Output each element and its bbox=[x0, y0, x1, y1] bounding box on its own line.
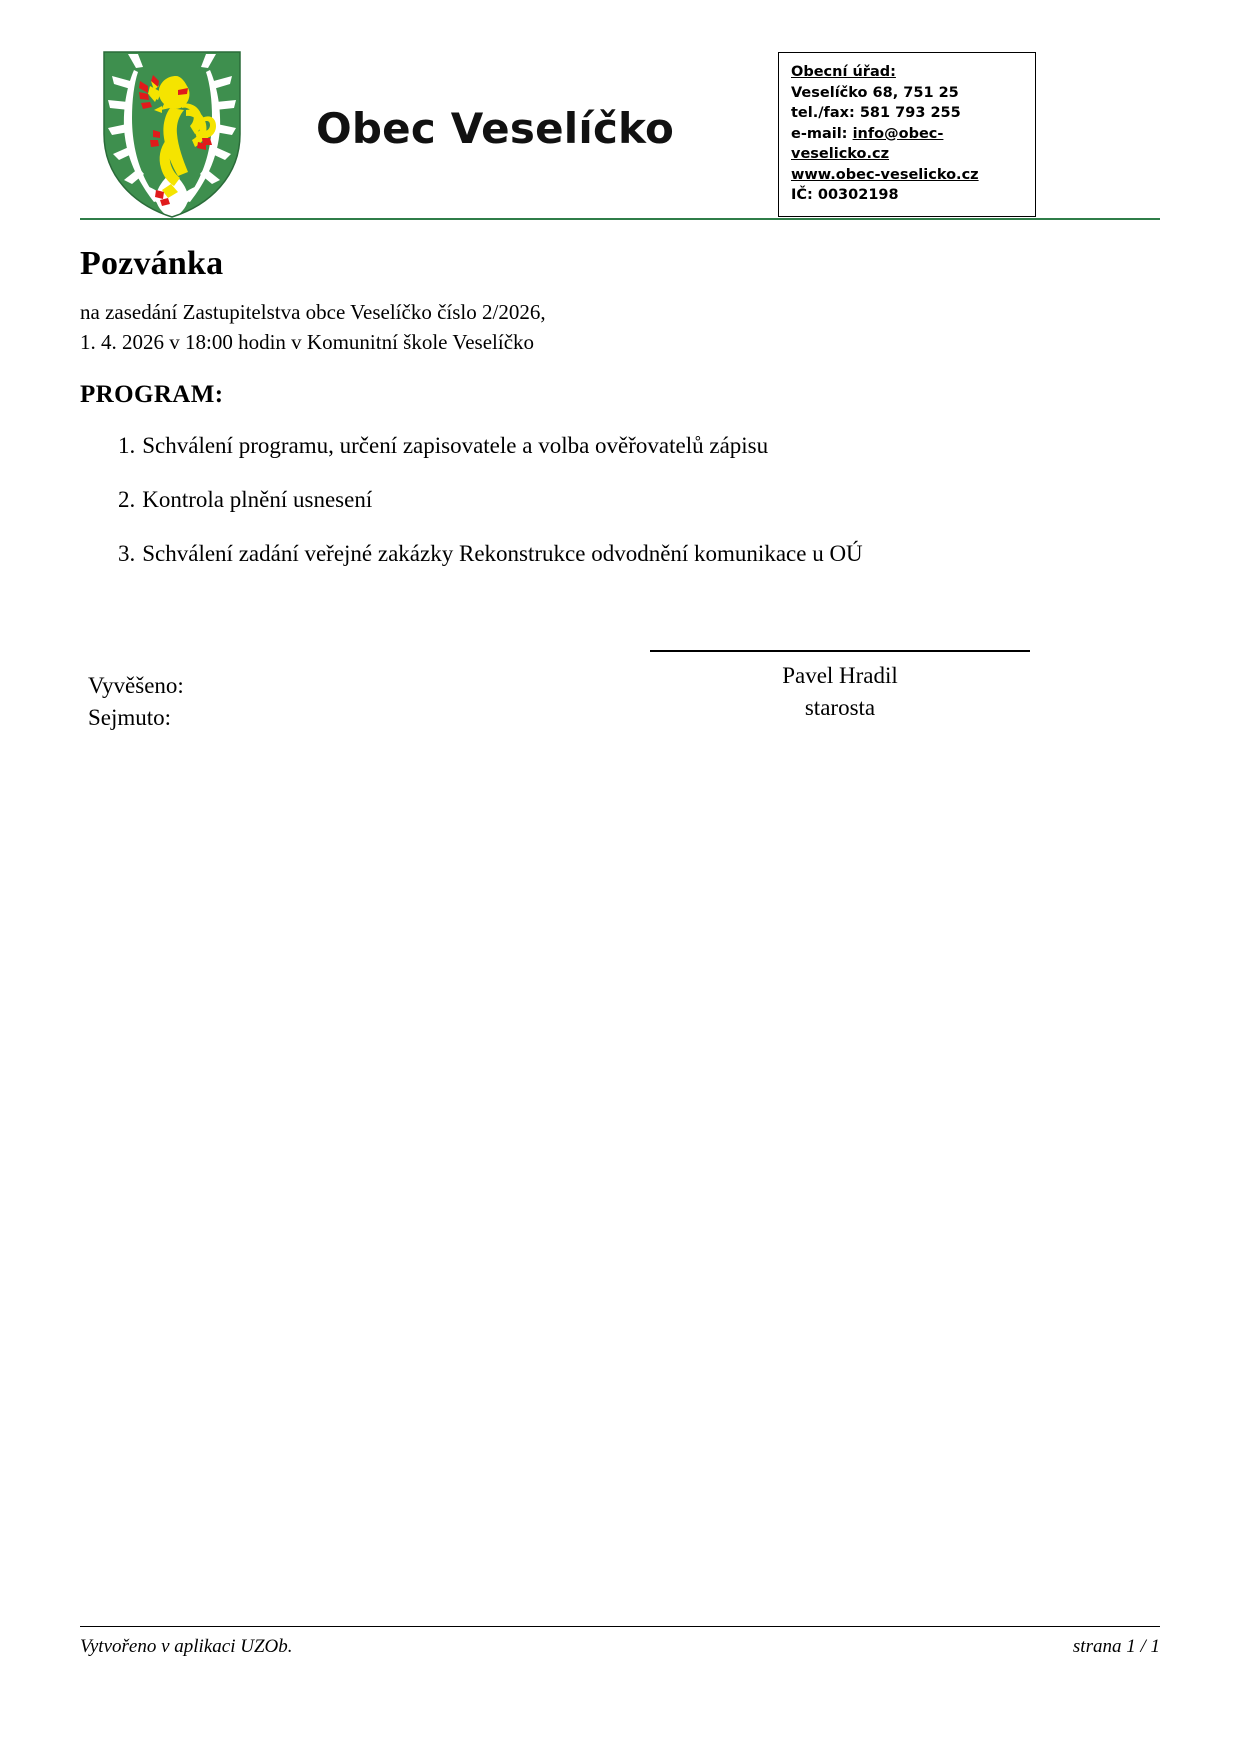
contact-ic: IČ: 00302198 bbox=[791, 187, 899, 204]
subtitle-line-1: na zasedání Zastupitelstva obce Veselíčko číslo 2/2026, bbox=[80, 300, 546, 324]
program-item bbox=[118, 486, 1078, 515]
contact-website-link[interactable]: www.obec-veselicko.cz bbox=[791, 166, 979, 183]
program-item-text: Schválení zadání veřejné zakázky Rekonstrukce odvodnění komunikace u OÚ bbox=[142, 540, 863, 566]
footer-created-by: Vytvořeno v aplikaci UZOb. bbox=[80, 1636, 293, 1657]
program-item-text: Schválení programu, určení zapisovatele a volba ověřovatelů zápisu bbox=[142, 433, 769, 458]
document-header bbox=[88, 36, 1152, 218]
signatory-role: starosta bbox=[804, 694, 876, 720]
removed-label: Sejmuto: bbox=[88, 704, 172, 730]
contact-email-row bbox=[791, 124, 1025, 165]
document-title: Pozvánka bbox=[80, 245, 224, 282]
program-heading: PROGRAM: bbox=[80, 381, 224, 408]
program-item-text: Kontrola plnění usnesení bbox=[142, 486, 373, 512]
contact-email-link[interactable]: info@obec-veselicko.cz bbox=[791, 125, 944, 163]
organisation-title: Obec Veselíčko bbox=[316, 104, 675, 153]
document-footer bbox=[80, 1636, 1160, 1658]
signatory-name: Pavel Hradil bbox=[782, 663, 898, 688]
footer-page-number: strana 1 / 1 bbox=[1072, 1636, 1160, 1657]
program-item-number: 1. bbox=[118, 433, 136, 458]
contact-info-box bbox=[778, 52, 1036, 217]
program-item-number: 3. bbox=[118, 540, 136, 566]
program-list bbox=[118, 432, 1078, 593]
contact-heading: Obecní úřad: bbox=[791, 64, 896, 80]
header-divider bbox=[80, 218, 1160, 220]
contact-email-label: e-mail: bbox=[791, 125, 848, 142]
contact-phone: tel./fax: 581 793 255 bbox=[791, 105, 961, 122]
document-subtitle bbox=[80, 298, 546, 358]
program-item-number: 2. bbox=[118, 486, 136, 512]
municipal-coat-of-arms-icon bbox=[98, 48, 246, 220]
posting-dates-block bbox=[88, 670, 184, 733]
program-item bbox=[118, 432, 1078, 461]
subtitle-line-2: 1. 4. 2026 v 18:00 hodin v Komunitní škole Veselíčko bbox=[80, 329, 535, 354]
footer-divider bbox=[80, 1626, 1160, 1627]
signature-line bbox=[650, 650, 1030, 652]
signature-block bbox=[650, 650, 1030, 723]
posted-label: Vyvěšeno: bbox=[88, 673, 184, 698]
contact-address: Veselíčko 68, 751 25 bbox=[791, 84, 959, 101]
program-item bbox=[118, 540, 1078, 569]
